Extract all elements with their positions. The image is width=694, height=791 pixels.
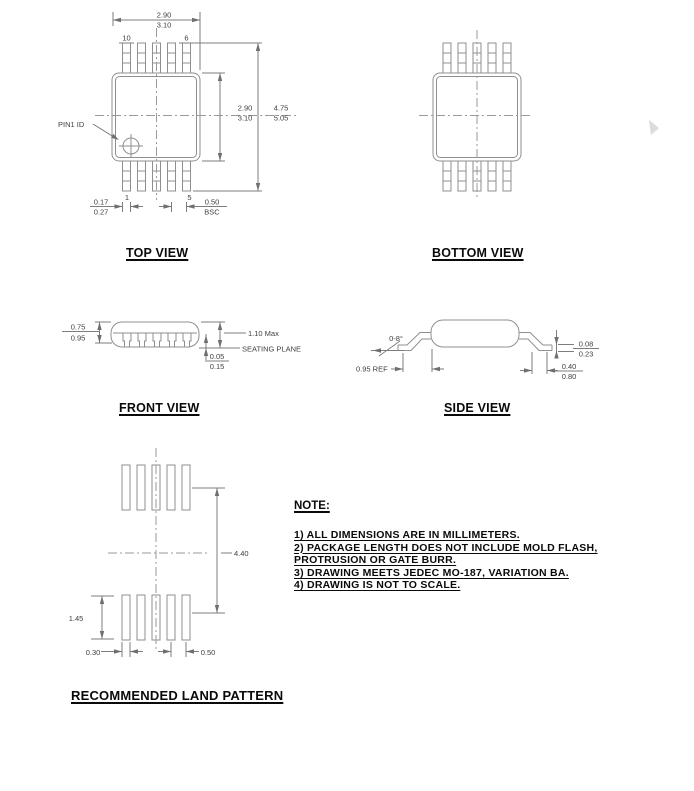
arrowhead <box>204 348 208 356</box>
front-view-lead <box>138 333 146 347</box>
note-title: NOTE: <box>294 500 330 512</box>
arrowhead <box>204 335 208 343</box>
side-view-drawing <box>356 320 599 381</box>
note-line: 4) DRAWING IS NOT TO SCALE. <box>294 579 461 592</box>
land-pattern-drawing <box>69 448 249 657</box>
bottom-view-pin <box>488 43 496 73</box>
land-pad <box>167 595 175 640</box>
pin1-id-label: PIN1 ID <box>58 120 85 129</box>
top-view-pin <box>123 161 131 191</box>
dim-lead-width-max: 0.27 <box>93 207 109 217</box>
top-view-pin <box>168 161 176 191</box>
note-line: PROTRUSION OR GATE BURR. <box>294 554 457 567</box>
arrowhead <box>192 18 200 22</box>
top-view-drawing <box>58 11 298 217</box>
front-view-label: FRONT VIEW <box>119 401 200 415</box>
arrowhead <box>395 367 403 371</box>
cursor-artifact-icon <box>649 120 659 135</box>
dim-body-height-min: 2.90 <box>237 103 253 113</box>
dim-lead-width-min: 0.17 <box>93 197 109 207</box>
dim-pad-span: 4.40 <box>234 549 249 558</box>
arrowhead <box>187 204 195 208</box>
dim-pad-width: 0.30 <box>85 648 101 657</box>
bottom-view-pin <box>503 43 511 73</box>
dim-body-thickness-max: 0.95 <box>70 333 86 343</box>
dim-standoff-max: 0.15 <box>209 362 225 371</box>
land-pattern-label: RECOMMENDED LAND PATTERN <box>71 688 284 703</box>
arrowhead <box>256 43 260 51</box>
top-view-pin <box>123 43 131 73</box>
dim-pitch-value: 0.50 <box>204 197 220 207</box>
bottom-view-pin <box>443 43 451 73</box>
side-view-body-outline <box>431 320 519 347</box>
arrowhead <box>115 204 123 208</box>
land-pad <box>182 595 190 640</box>
arrowhead <box>218 340 222 348</box>
land-pad <box>182 465 190 510</box>
top-view-pin <box>183 161 191 191</box>
arrowhead <box>215 488 219 496</box>
note-line: 3) DRAWING MEETS JEDEC MO-187, VARIATION BA. <box>294 566 569 579</box>
dim-standoff-min: 0.05 <box>209 352 225 361</box>
arrowhead <box>100 596 104 604</box>
arrowhead <box>554 337 558 345</box>
bottom-view-drawing <box>419 30 533 200</box>
dim-pad-length: 1.45 <box>68 614 84 623</box>
dim-foot-length-min: 0.40 <box>561 362 577 371</box>
dim-overall-height-front: 1.10 Max <box>248 329 279 338</box>
note-block <box>294 500 634 592</box>
arrowhead <box>164 204 172 208</box>
land-pad <box>137 595 145 640</box>
arrowhead <box>97 322 101 330</box>
dim-overall-height-min: 4.75 <box>273 103 289 113</box>
front-view-lead <box>168 333 176 347</box>
land-pad <box>167 465 175 510</box>
dim-overall-height-max: 5.05 <box>273 113 289 123</box>
top-view-label: TOP VIEW <box>126 246 189 260</box>
land-pad <box>122 595 130 640</box>
dim-lead-thickness-max: 0.23 <box>578 349 594 359</box>
top-view-pin <box>183 43 191 73</box>
dim-foot-length-max: 0.80 <box>561 372 577 381</box>
dim-pad-pitch: 0.50 <box>200 648 216 657</box>
dim-foot-ref: 0.95 REF <box>356 364 388 374</box>
arrowhead <box>218 73 222 81</box>
arrowhead <box>114 649 122 653</box>
dim-lead-thickness-min: 0.08 <box>578 339 594 349</box>
land-pad <box>137 465 145 510</box>
bottom-view-pin <box>443 161 451 191</box>
seating-plane-label: SEATING PLANE <box>242 344 302 354</box>
arrowhead <box>547 368 555 372</box>
bottom-view-pin <box>503 161 511 191</box>
arrowhead <box>256 183 260 191</box>
bottom-view-label: BOTTOM VIEW <box>432 246 524 260</box>
arrowhead <box>373 348 381 352</box>
arrowhead <box>100 631 104 639</box>
arrowhead <box>163 649 171 653</box>
bottom-view-pin <box>488 161 496 191</box>
arrowhead <box>130 649 138 653</box>
arrowhead <box>218 153 222 161</box>
arrowhead <box>432 367 440 371</box>
dim-lead-angle: 0-8° <box>389 334 403 343</box>
front-view-lead <box>183 333 191 347</box>
note-line: 2) PACKAGE LENGTH DOES NOT INCLUDE MOLD FLASH, <box>294 541 598 554</box>
note-line: 1) ALL DIMENSIONS ARE IN MILLIMETERS. <box>294 529 520 541</box>
pin-number-5: 5 <box>187 193 192 202</box>
top-view-pin <box>138 43 146 73</box>
dim-body-thickness-min: 0.75 <box>70 322 86 332</box>
arrowhead <box>113 18 121 22</box>
front-view-lead <box>123 333 131 347</box>
dim-body-height-max: 3.10 <box>237 113 253 123</box>
angle-reference-line <box>379 341 400 356</box>
side-view-label: SIDE VIEW <box>444 401 511 415</box>
top-view-pin <box>138 161 146 191</box>
pin-number-10: 10 <box>122 33 131 43</box>
front-view-drawing <box>62 322 301 371</box>
front-view-lead <box>153 333 161 347</box>
land-pad <box>122 465 130 510</box>
dim-pitch-qualifier: BSC <box>204 207 220 217</box>
arrowhead <box>524 368 532 372</box>
arrowhead <box>131 204 139 208</box>
arrowhead <box>97 335 101 343</box>
arrowhead <box>186 649 194 653</box>
dim-top-width-min: 2.90 <box>156 10 172 20</box>
arrowhead <box>215 605 219 613</box>
pin-number-6: 6 <box>184 33 189 43</box>
top-view-pin <box>168 43 176 73</box>
arrowhead <box>218 322 222 330</box>
pin-number-1: 1 <box>124 193 130 202</box>
dim-top-width-max: 3.10 <box>156 20 172 30</box>
bottom-view-pin <box>458 43 466 73</box>
bottom-view-pin <box>458 161 466 191</box>
